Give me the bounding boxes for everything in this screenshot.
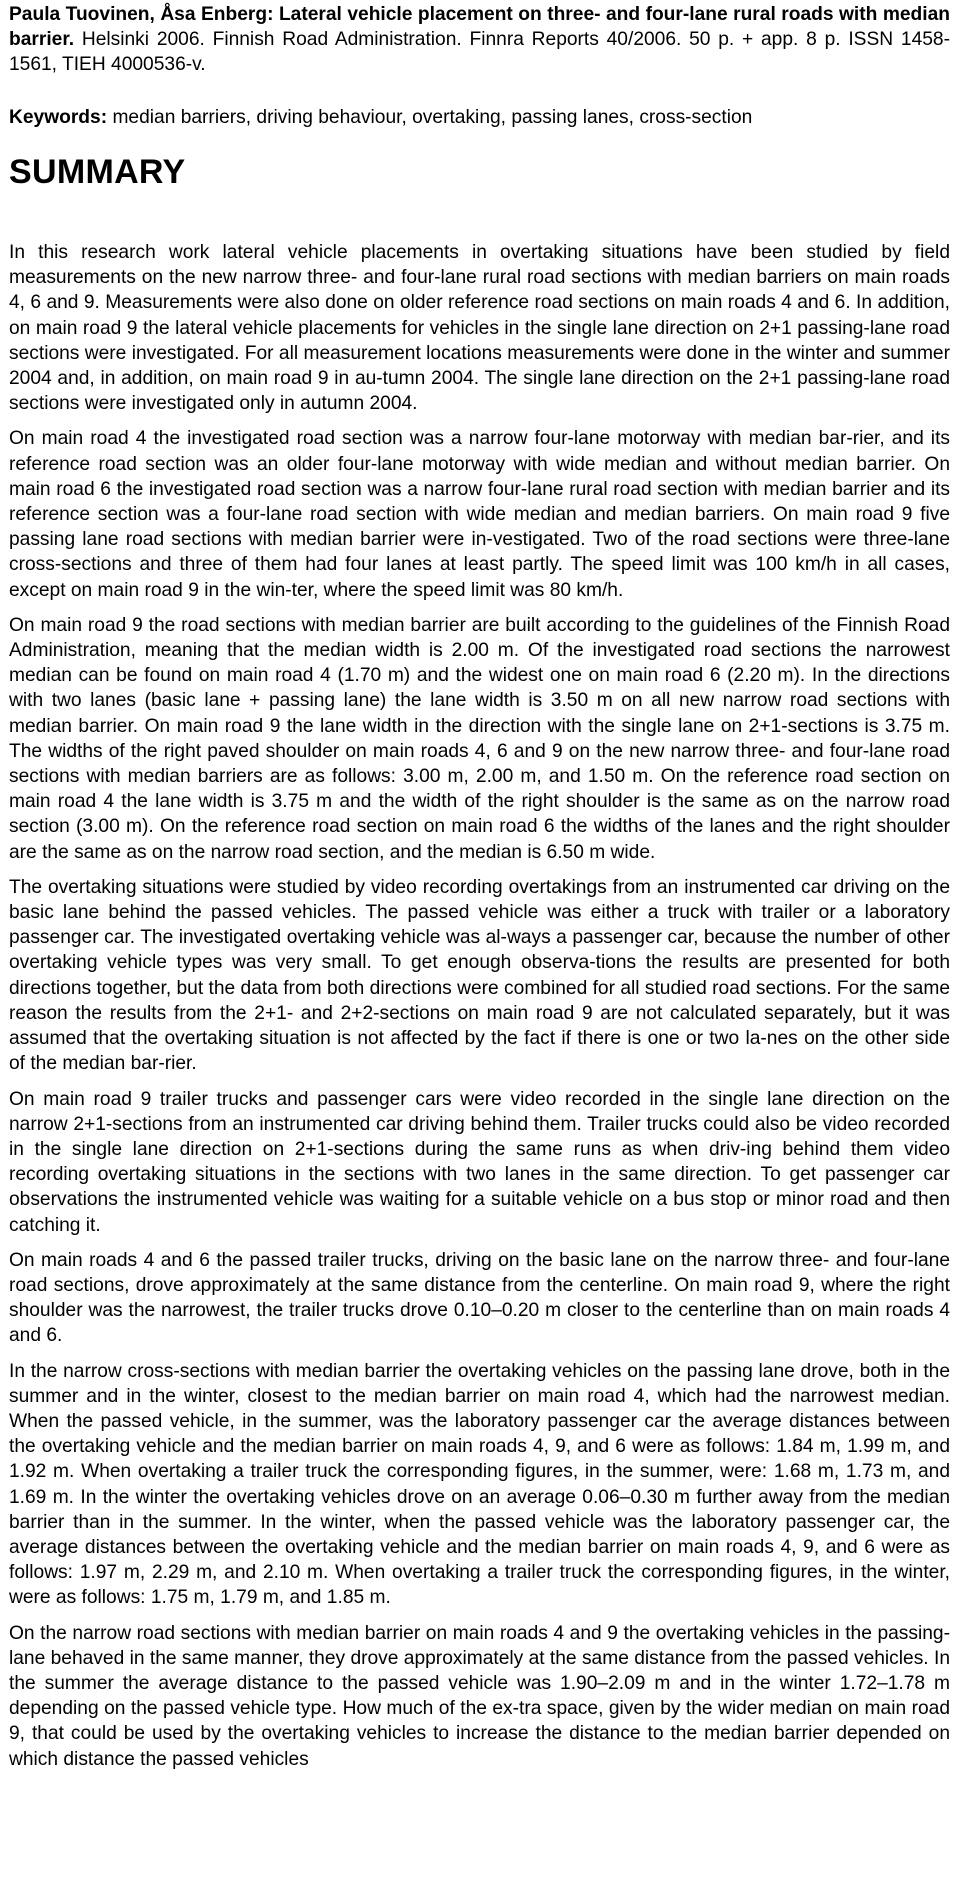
paragraph: In this research work lateral vehicle placements in overtaking situations have been studied by field measurements on the new narrow three- and four-lane rural road sections with median barriers on main roads 4, 6 and 9. Measurements were also done on older reference road sections on main roads 4 and 6. In addition, on main road 9 the lateral vehicle placements for vehicles in the single lane direction on 2+1 passing-lane road sections were investigated. For all measurement locations measurements were done in the winter and summer 2004 and, in addition, on main road 9 in au-tumn 2004. The single lane direction on the 2+1 passing-lane road sections were investigated only in autumn 2004. xyxy=(9,242,950,415)
citation xyxy=(9,0,950,77)
paragraph: On main road 9 trailer trucks and passenger cars were video recorded in the single lane direction on the narrow 2+1-sections from an instrumented car driving behind them. Trailer trucks could also be video recorded in the single lane direction on 2+1-sections during the same runs as when driv-ing behind them video recording overtaking situations in the sections with two lanes in the same direction. To get passenger car observations the instrumented vehicle was waiting for a suitable vehicle on a bus stop or minor road and then catching it. xyxy=(9,1088,950,1236)
keywords-line xyxy=(9,105,950,130)
keywords-value: median barriers, driving behaviour, overtaking, passing lanes, cross-section xyxy=(112,107,753,128)
citation-authors-title: Paula Tuovinen, Åsa Enberg: Lateral vehicle placement on three- and four-lane rural roads with median barrier. xyxy=(9,4,950,50)
paragraph: The overtaking situations were studied by video recording overtakings from an instrumented car driving on the basic lane behind the passed vehicles. The passed vehicle was either a truck with trailer or a laboratory passenger car. The investigated overtaking vehicle was al-ways a passenger car, because the number of other overtaking vehicle types was very small. To get enough observa-tions the results are presented for both directions together, but the data from both directions were combined for all studied road sections. For the same reason the results from the 2+1- and 2+2-sections on main road 9 are not calculated separately, but it was assumed that the overtaking situation is not affected by the fact if there is one or two la-nes on the other side of the median bar-rier. xyxy=(9,876,950,1075)
summary-body xyxy=(9,240,950,1772)
paragraph: On main roads 4 and 6 the passed trailer trucks, driving on the basic lane on the narrow three- and four-lane road sections, drove approximately at the same distance from the centerline. On main road 9, where the right shoulder was the narrowest, the trailer trucks drove 0.10–0.20 m closer to the centerline than on main roads 4 and 6. xyxy=(9,1249,950,1347)
keywords-label: Keywords: xyxy=(9,107,108,128)
summary-heading: SUMMARY xyxy=(9,153,186,191)
paragraph: In the narrow cross-sections with median barrier the overtaking vehicles on the passing lane drove, both in the summer and in the winter, closest to the median barrier on main road 4, which had the narrowest median. When the passed vehicle, in the summer, was the laboratory passenger car the average distances between the overtaking vehicle and the median barrier on main roads 4, 9, and 6 were as follows: 1.84 m, 1.99 m, and 1.92 m. When overtaking a trailer truck the corresponding figures, in the summer, were: 1.68 m, 1.73 m, and 1.69 m. In the winter the overtaking vehicles drove on an average 0.06–0.30 m further away from the median barrier than in the summer. In the winter, when the passed vehicle was the laboratory passenger car, the average distances between the overtaking vehicle and the median barrier on main roads 4, 9, and 6 were as follows: 1.97 m, 2.29 m, and 2.10 m. When overtaking a trailer truck the corresponding figures, in the winter, were as follows: 1.75 m, 1.79 m, and 1.85 m. xyxy=(9,1360,950,1609)
paragraph: On main road 4 the investigated road section was a narrow four-lane motorway with median bar-rier, and its reference road section was an older four-lane motorway with wide median and without median barrier. On main road 6 the investigated road section was a narrow four-lane rural road section with median barrier and its reference section was a four-lane road section with wide median and median barriers. On main road 9 five passing lane road sections with median barrier were in-vestigated. Two of the road sections were three-lane cross-sections and three of them had four lanes at least partly. The speed limit was 100 km/h in all cases, except on main road 9 in the win-ter, where the speed limit was 80 km/h. xyxy=(9,428,950,601)
paragraph: On the narrow road sections with median barrier on main roads 4 and 9 the overtaking vehicles in the passing-lane behaved in the same manner, they drove approximately at the same distance from the passed vehicles. In the summer the average distance to the passed vehicle was 1.90–2.09 m and in the winter 1.72–1.78 m depending on the passed vehicle type. How much of the ex-tra space, given by the wider median on main road 9, that could be used by the overtaking vehicles to increase the distance to the median barrier depended on which distance the passed vehicles xyxy=(9,1622,950,1770)
citation-publication: Helsinki 2006. Finnish Road Administration. Finnra Reports 40/2006. 50 p. + app. 8 p. ISSN 1458-1561, TIEH 4000536-v. xyxy=(9,29,950,75)
paragraph: On main road 9 the road sections with median barrier are built according to the guidelines of the Finnish Road Administration, meaning that the median width is 2.00 m. Of the investigated road sections the narrowest median can be found on main road 4 (1.70 m) and the widest one on main road 6 (2.20 m). In the directions with two lanes (basic lane + passing lane) the lane width is 3.50 m on all new narrow road sections with median barrier. On main road 9 the lane width in the direction with the single lane on 2+1-sections is 3.75 m. The widths of the right paved shoulder on main roads 4, 6 and 9 on the new narrow three- and four-lane road sections with median barriers are as follows: 3.00 m, 2.00 m, and 1.50 m. On the reference road section on main road 4 the lane width is 3.75 m and the width of the right shoulder is the same as on the narrow road section (3.00 m). On the reference road section on main road 6 the widths of the lanes and the right shoulder are the same as on the narrow road section, and the median is 6.50 m wide. xyxy=(9,614,950,863)
